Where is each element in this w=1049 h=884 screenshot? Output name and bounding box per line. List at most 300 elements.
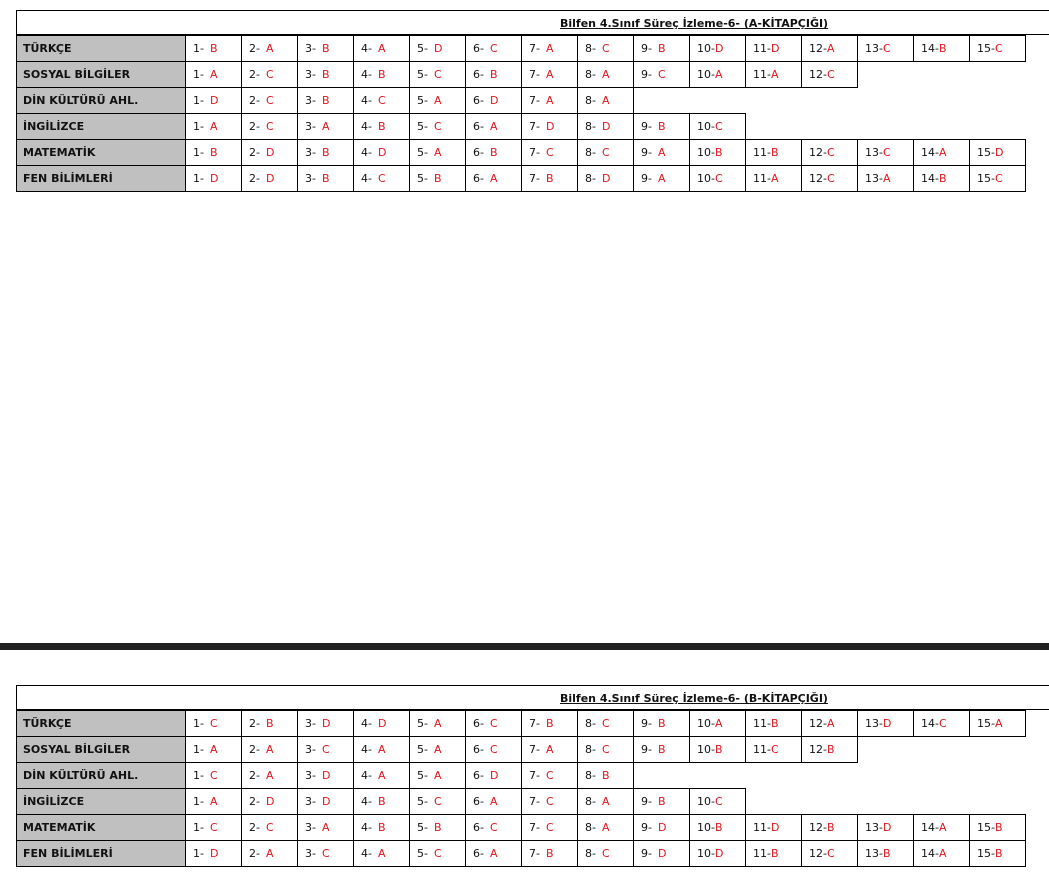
title-bar bbox=[16, 685, 1049, 710]
answer-cell bbox=[634, 841, 690, 867]
answer-letter: C bbox=[602, 717, 610, 730]
answer-cell bbox=[242, 789, 298, 815]
question-number: 8- bbox=[585, 847, 596, 860]
question-number: 13- bbox=[865, 146, 883, 159]
answer-letter: C bbox=[434, 795, 442, 808]
question-number: 5- bbox=[417, 795, 428, 808]
answer-letter: A bbox=[938, 821, 947, 834]
answer-cell bbox=[690, 815, 746, 841]
answer-cell bbox=[410, 114, 466, 140]
answer-letter: C bbox=[826, 847, 835, 860]
answer-cell bbox=[298, 815, 354, 841]
answer-letter: B bbox=[714, 821, 723, 834]
answer-cell bbox=[466, 36, 522, 62]
answer-cell bbox=[522, 140, 578, 166]
answer-letter: A bbox=[826, 717, 835, 730]
answer-letter: A bbox=[378, 847, 386, 860]
answer-cell bbox=[578, 737, 634, 763]
answer-cell bbox=[242, 88, 298, 114]
answer-letter: A bbox=[266, 847, 274, 860]
answer-letter: D bbox=[322, 717, 331, 730]
answer-cell bbox=[298, 737, 354, 763]
answer-letter: B bbox=[210, 42, 218, 55]
empty-cell bbox=[970, 88, 1026, 114]
answer-letter: D bbox=[770, 821, 780, 834]
answer-cell bbox=[634, 114, 690, 140]
question-number: 8- bbox=[585, 146, 596, 159]
question-number: 2- bbox=[249, 146, 260, 159]
answer-letter: B bbox=[938, 42, 947, 55]
answer-key-title: Bilfen 4.Sınıf Süreç İzleme-6- (B-KİTAPÇIĞI) bbox=[560, 692, 828, 705]
subject-label: SOSYAL BİLGİLER bbox=[17, 737, 186, 763]
answer-cell bbox=[802, 711, 858, 737]
answer-letter: D bbox=[378, 146, 387, 159]
answer-letter: C bbox=[658, 68, 666, 81]
answer-cell bbox=[354, 841, 410, 867]
answer-cell bbox=[578, 36, 634, 62]
answer-letter: C bbox=[378, 172, 386, 185]
question-number: 12- bbox=[809, 68, 827, 81]
answer-letter: D bbox=[322, 795, 331, 808]
answer-letter: A bbox=[994, 717, 1003, 730]
answer-letter: C bbox=[602, 743, 610, 756]
answer-letter: C bbox=[770, 743, 779, 756]
question-number: 15- bbox=[977, 42, 995, 55]
question-number: 5- bbox=[417, 68, 428, 81]
empty-cell bbox=[970, 737, 1026, 763]
table-row bbox=[17, 140, 1026, 166]
question-number: 15- bbox=[977, 847, 995, 860]
answer-letter: B bbox=[770, 717, 779, 730]
answer-letter: B bbox=[322, 146, 330, 159]
question-number: 3- bbox=[305, 717, 316, 730]
question-number: 5- bbox=[417, 42, 428, 55]
question-number: 11- bbox=[753, 146, 771, 159]
question-number: 8- bbox=[585, 42, 596, 55]
subject-label: TÜRKÇE bbox=[17, 36, 186, 62]
answer-cell bbox=[354, 62, 410, 88]
question-number: 7- bbox=[529, 42, 540, 55]
answer-letter: D bbox=[994, 146, 1004, 159]
answer-letter: D bbox=[770, 42, 780, 55]
question-number: 9- bbox=[641, 68, 652, 81]
answer-cell bbox=[634, 711, 690, 737]
subject-label: DİN KÜLTÜRÜ AHL. bbox=[17, 763, 186, 789]
question-number: 2- bbox=[249, 68, 260, 81]
answer-letter: A bbox=[658, 172, 666, 185]
answer-cell bbox=[522, 763, 578, 789]
answer-cell bbox=[578, 140, 634, 166]
answer-cell bbox=[186, 789, 242, 815]
answer-letter: D bbox=[490, 94, 499, 107]
answer-cell bbox=[914, 815, 970, 841]
question-number: 7- bbox=[529, 743, 540, 756]
answer-letter: B bbox=[210, 146, 218, 159]
answer-cell bbox=[186, 36, 242, 62]
answer-cell bbox=[690, 36, 746, 62]
question-number: 9- bbox=[641, 120, 652, 133]
answer-letter: A bbox=[434, 146, 442, 159]
answer-cell bbox=[858, 36, 914, 62]
answer-letter: C bbox=[490, 821, 498, 834]
question-number: 10- bbox=[697, 120, 715, 133]
answer-cell bbox=[466, 763, 522, 789]
question-number: 13- bbox=[865, 172, 883, 185]
question-number: 9- bbox=[641, 717, 652, 730]
answer-cell bbox=[522, 114, 578, 140]
question-number: 10- bbox=[697, 42, 715, 55]
answer-letter: A bbox=[322, 821, 330, 834]
question-number: 9- bbox=[641, 172, 652, 185]
answer-letter: A bbox=[770, 172, 779, 185]
subject-label: SOSYAL BİLGİLER bbox=[17, 62, 186, 88]
answer-letter: A bbox=[938, 847, 947, 860]
answer-letter: D bbox=[210, 94, 219, 107]
answer-letter: A bbox=[210, 743, 218, 756]
answer-letter: B bbox=[826, 821, 835, 834]
answer-letter: A bbox=[322, 120, 330, 133]
question-number: 4- bbox=[361, 743, 372, 756]
empty-cell bbox=[858, 62, 914, 88]
answer-cell bbox=[690, 62, 746, 88]
question-number: 3- bbox=[305, 769, 316, 782]
question-number: 12- bbox=[809, 146, 827, 159]
question-number: 1- bbox=[193, 795, 204, 808]
answer-cell bbox=[746, 711, 802, 737]
answer-letter: C bbox=[322, 743, 330, 756]
answer-letter: C bbox=[490, 717, 498, 730]
answer-cell bbox=[690, 711, 746, 737]
answer-cell bbox=[802, 36, 858, 62]
answer-cell bbox=[242, 763, 298, 789]
answer-letter: A bbox=[602, 795, 610, 808]
question-number: 6- bbox=[473, 717, 484, 730]
question-number: 15- bbox=[977, 717, 995, 730]
question-number: 4- bbox=[361, 94, 372, 107]
subject-label: İNGİLİZCE bbox=[17, 789, 186, 815]
answer-cell bbox=[298, 711, 354, 737]
answer-cell bbox=[354, 36, 410, 62]
answer-cell bbox=[914, 166, 970, 192]
answer-letter: C bbox=[490, 743, 498, 756]
question-number: 5- bbox=[417, 769, 428, 782]
answer-letter: B bbox=[490, 68, 498, 81]
answer-cell bbox=[746, 62, 802, 88]
question-number: 8- bbox=[585, 172, 596, 185]
question-number: 8- bbox=[585, 821, 596, 834]
question-number: 2- bbox=[249, 795, 260, 808]
answer-letter: A bbox=[602, 821, 610, 834]
answer-cell bbox=[690, 789, 746, 815]
subject-label: TÜRKÇE bbox=[17, 711, 186, 737]
answer-cell bbox=[970, 140, 1026, 166]
answer-letter: C bbox=[602, 146, 610, 159]
answer-letter: C bbox=[434, 68, 442, 81]
answer-cell bbox=[522, 737, 578, 763]
answer-cell bbox=[242, 140, 298, 166]
question-number: 4- bbox=[361, 172, 372, 185]
answer-letter: C bbox=[826, 172, 835, 185]
answer-letter: A bbox=[938, 146, 947, 159]
question-number: 7- bbox=[529, 847, 540, 860]
question-number: 7- bbox=[529, 821, 540, 834]
subject-label: MATEMATİK bbox=[17, 140, 186, 166]
answer-letter: A bbox=[770, 68, 779, 81]
question-number: 10- bbox=[697, 743, 715, 756]
question-number: 1- bbox=[193, 94, 204, 107]
answer-letter: D bbox=[882, 821, 892, 834]
question-number: 7- bbox=[529, 68, 540, 81]
table-row bbox=[17, 841, 1026, 867]
table-row bbox=[17, 88, 1026, 114]
question-number: 7- bbox=[529, 94, 540, 107]
empty-cell bbox=[914, 763, 970, 789]
answer-letter: D bbox=[434, 42, 443, 55]
question-number: 8- bbox=[585, 795, 596, 808]
question-number: 12- bbox=[809, 847, 827, 860]
question-number: 8- bbox=[585, 120, 596, 133]
question-number: 5- bbox=[417, 821, 428, 834]
answer-cell bbox=[242, 711, 298, 737]
answer-cell bbox=[410, 711, 466, 737]
answer-letter: A bbox=[714, 68, 723, 81]
empty-cell bbox=[970, 114, 1026, 140]
answer-cell bbox=[634, 789, 690, 815]
question-number: 5- bbox=[417, 94, 428, 107]
answer-letter: C bbox=[714, 120, 723, 133]
answer-letter: C bbox=[938, 717, 947, 730]
subject-label: FEN BİLİMLERİ bbox=[17, 166, 186, 192]
answer-key-b bbox=[16, 685, 1049, 867]
question-number: 2- bbox=[249, 821, 260, 834]
question-number: 2- bbox=[249, 120, 260, 133]
answer-cell bbox=[802, 815, 858, 841]
answer-cell bbox=[186, 88, 242, 114]
question-number: 9- bbox=[641, 847, 652, 860]
answer-cell bbox=[298, 166, 354, 192]
question-number: 11- bbox=[753, 717, 771, 730]
answer-letter: B bbox=[770, 146, 779, 159]
answer-letter: B bbox=[994, 821, 1003, 834]
question-number: 15- bbox=[977, 146, 995, 159]
question-number: 1- bbox=[193, 146, 204, 159]
question-number: 9- bbox=[641, 42, 652, 55]
answer-letter: C bbox=[434, 120, 442, 133]
answer-letter: A bbox=[434, 743, 442, 756]
empty-cell bbox=[914, 789, 970, 815]
question-number: 9- bbox=[641, 795, 652, 808]
question-number: 6- bbox=[473, 743, 484, 756]
question-number: 1- bbox=[193, 847, 204, 860]
answer-cell bbox=[354, 789, 410, 815]
question-number: 11- bbox=[753, 172, 771, 185]
empty-cell bbox=[746, 88, 802, 114]
empty-cell bbox=[858, 114, 914, 140]
question-number: 6- bbox=[473, 94, 484, 107]
answer-cell bbox=[578, 711, 634, 737]
answer-letter: A bbox=[546, 94, 554, 107]
subject-label: FEN BİLİMLERİ bbox=[17, 841, 186, 867]
question-number: 15- bbox=[977, 821, 995, 834]
answer-cell bbox=[354, 88, 410, 114]
question-number: 14- bbox=[921, 821, 939, 834]
question-number: 1- bbox=[193, 42, 204, 55]
question-number: 3- bbox=[305, 94, 316, 107]
answer-letter: A bbox=[882, 172, 891, 185]
answer-cell bbox=[746, 737, 802, 763]
empty-cell bbox=[802, 789, 858, 815]
answer-cell bbox=[242, 166, 298, 192]
answer-key-title: Bilfen 4.Sınıf Süreç İzleme-6- (A-KİTAPÇIĞI) bbox=[560, 17, 829, 30]
question-number: 11- bbox=[753, 42, 771, 55]
question-number: 11- bbox=[753, 743, 771, 756]
answer-letter: B bbox=[322, 94, 330, 107]
question-number: 9- bbox=[641, 821, 652, 834]
answer-letter: B bbox=[378, 68, 386, 81]
question-number: 1- bbox=[193, 68, 204, 81]
answer-cell bbox=[802, 140, 858, 166]
answer-letter: B bbox=[714, 743, 723, 756]
question-number: 10- bbox=[697, 795, 715, 808]
answer-letter: C bbox=[266, 94, 274, 107]
answer-cell bbox=[410, 763, 466, 789]
question-number: 2- bbox=[249, 42, 260, 55]
question-number: 11- bbox=[753, 821, 771, 834]
answer-cell bbox=[186, 114, 242, 140]
answer-cell bbox=[746, 166, 802, 192]
answer-cell bbox=[858, 166, 914, 192]
table-row bbox=[17, 763, 1026, 789]
answer-letter: C bbox=[378, 94, 386, 107]
answer-letter: B bbox=[322, 172, 330, 185]
question-number: 12- bbox=[809, 821, 827, 834]
answer-key-a bbox=[16, 10, 1049, 192]
answer-letter: C bbox=[546, 821, 554, 834]
answer-cell bbox=[354, 737, 410, 763]
answer-letter: A bbox=[434, 717, 442, 730]
answer-cell bbox=[578, 166, 634, 192]
question-number: 3- bbox=[305, 68, 316, 81]
answer-cell bbox=[410, 815, 466, 841]
answer-letter: B bbox=[434, 821, 442, 834]
question-number: 2- bbox=[249, 743, 260, 756]
question-number: 7- bbox=[529, 120, 540, 133]
answer-letter: B bbox=[322, 42, 330, 55]
question-number: 9- bbox=[641, 743, 652, 756]
answer-letter: B bbox=[994, 847, 1003, 860]
answer-letter: D bbox=[266, 172, 275, 185]
answer-letter: B bbox=[546, 172, 554, 185]
question-number: 3- bbox=[305, 795, 316, 808]
answer-cell bbox=[690, 841, 746, 867]
question-number: 14- bbox=[921, 146, 939, 159]
answer-cell bbox=[410, 166, 466, 192]
question-number: 7- bbox=[529, 717, 540, 730]
answer-letter: B bbox=[770, 847, 779, 860]
answer-letter: B bbox=[658, 717, 666, 730]
question-number: 7- bbox=[529, 172, 540, 185]
answer-cell bbox=[858, 140, 914, 166]
answer-letter: C bbox=[266, 68, 274, 81]
question-number: 4- bbox=[361, 146, 372, 159]
answer-letter: A bbox=[490, 847, 498, 860]
answer-letter: B bbox=[378, 795, 386, 808]
answer-letter: D bbox=[714, 42, 724, 55]
question-number: 3- bbox=[305, 120, 316, 133]
answer-letter: C bbox=[546, 769, 554, 782]
answer-cell bbox=[466, 841, 522, 867]
answer-letter: A bbox=[434, 769, 442, 782]
answer-cell bbox=[858, 815, 914, 841]
answer-letter: A bbox=[490, 795, 498, 808]
answer-cell bbox=[970, 36, 1026, 62]
answer-cell bbox=[970, 841, 1026, 867]
empty-cell bbox=[802, 763, 858, 789]
answer-letter: C bbox=[994, 172, 1003, 185]
answer-letter: D bbox=[658, 821, 667, 834]
answer-letter: A bbox=[490, 120, 498, 133]
answer-cell bbox=[242, 62, 298, 88]
question-number: 6- bbox=[473, 847, 484, 860]
answer-cell bbox=[354, 711, 410, 737]
question-number: 11- bbox=[753, 68, 771, 81]
answer-letter: C bbox=[266, 120, 274, 133]
empty-cell bbox=[970, 62, 1026, 88]
empty-cell bbox=[746, 763, 802, 789]
question-number: 1- bbox=[193, 769, 204, 782]
answer-cell bbox=[242, 815, 298, 841]
question-number: 8- bbox=[585, 717, 596, 730]
answer-cell bbox=[354, 815, 410, 841]
answer-cell bbox=[298, 841, 354, 867]
answer-letter: C bbox=[714, 795, 723, 808]
answer-letter: A bbox=[546, 743, 554, 756]
answer-cell bbox=[522, 62, 578, 88]
answer-cell bbox=[298, 763, 354, 789]
answer-cell bbox=[634, 36, 690, 62]
question-number: 11- bbox=[753, 847, 771, 860]
empty-cell bbox=[746, 789, 802, 815]
answer-letter: C bbox=[434, 847, 442, 860]
answer-letter: B bbox=[658, 795, 666, 808]
answer-cell bbox=[746, 140, 802, 166]
answer-cell bbox=[802, 737, 858, 763]
answer-cell bbox=[186, 763, 242, 789]
question-number: 13- bbox=[865, 42, 883, 55]
answer-cell bbox=[354, 114, 410, 140]
question-number: 14- bbox=[921, 42, 939, 55]
answer-cell bbox=[522, 36, 578, 62]
answer-letter: A bbox=[826, 42, 835, 55]
answer-letter: B bbox=[658, 120, 666, 133]
answer-letter: A bbox=[266, 42, 274, 55]
answer-letter: B bbox=[546, 717, 554, 730]
answer-cell bbox=[858, 841, 914, 867]
question-number: 5- bbox=[417, 146, 428, 159]
answer-cell bbox=[186, 815, 242, 841]
answer-letter: A bbox=[210, 68, 218, 81]
answer-cell bbox=[578, 815, 634, 841]
question-number: 10- bbox=[697, 717, 715, 730]
question-number: 1- bbox=[193, 717, 204, 730]
table-row bbox=[17, 711, 1026, 737]
question-number: 9- bbox=[641, 146, 652, 159]
answer-letter: D bbox=[602, 120, 611, 133]
answer-cell bbox=[410, 36, 466, 62]
empty-cell bbox=[970, 763, 1026, 789]
answer-cell bbox=[186, 166, 242, 192]
answer-letter: D bbox=[266, 146, 275, 159]
